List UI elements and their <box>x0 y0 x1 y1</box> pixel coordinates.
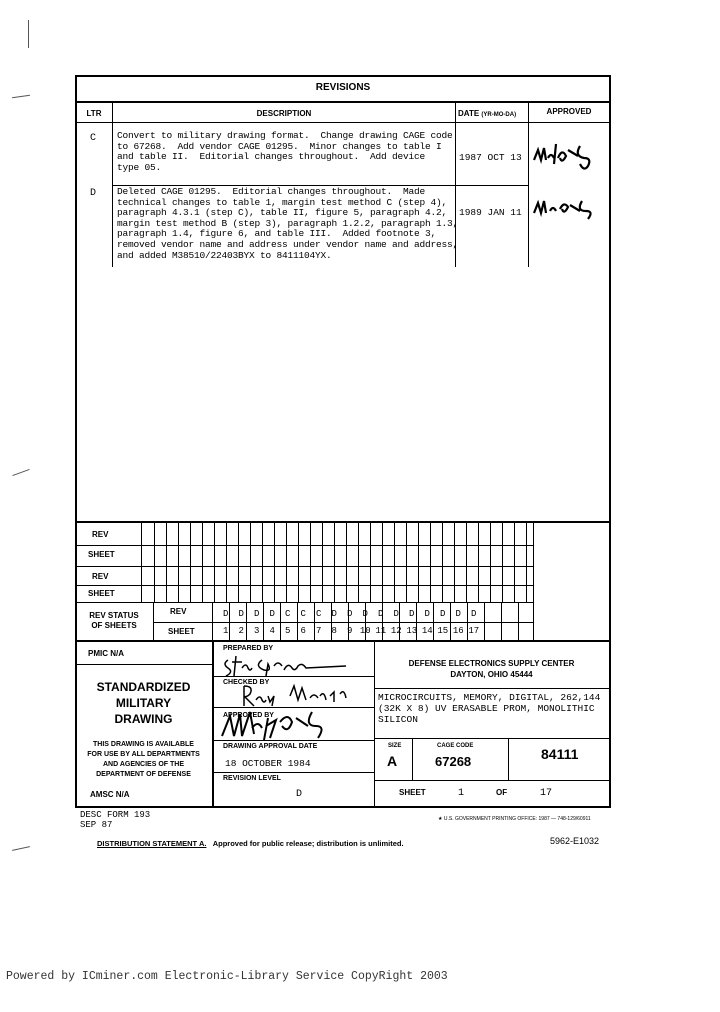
description-header: DESCRIPTION <box>256 109 312 118</box>
revision-date: 1987 OCT 13 <box>459 152 522 163</box>
revision-ltr: C <box>90 133 97 144</box>
approved-by-signature <box>218 708 368 742</box>
sheet-number: 1 <box>458 788 465 799</box>
rev-status-label: REV STATUS OF SHEETS <box>89 611 139 630</box>
sheet-number-cell: 2 <box>238 626 244 636</box>
prepared-by-label: PREPARED BY <box>223 645 274 652</box>
distribution-label: DISTRIBUTION STATEMENT A. <box>97 839 207 848</box>
sheet-label: SHEET <box>168 627 195 636</box>
date-format: (YR-MO-DA) <box>481 112 517 118</box>
pmic: PMIC N/A <box>88 649 124 658</box>
sheet-number-cell: 6 <box>300 626 306 636</box>
rev-status-value: D <box>223 609 229 619</box>
rev-status-value: D <box>455 609 461 619</box>
sheet-number-cell: 10 <box>359 626 371 636</box>
prepared-by-signature <box>222 652 362 678</box>
drawing-title: MICROCIRCUITS, MEMORY, DIGITAL, 262,144 (32K X 8) UV ERASABLE PROM, MONOLITHIC SILICON <box>378 692 601 725</box>
rev-label: REV <box>92 572 109 581</box>
approved-by-label: APPROVED BY <box>223 712 274 719</box>
sheet-number-cell: 8 <box>331 626 337 636</box>
sheet-label: SHEET <box>88 589 115 598</box>
rev-status-value: D <box>409 609 415 619</box>
drawing-approval-date: 18 OCTOBER 1984 <box>225 758 311 769</box>
document-number: 5962-E1032 <box>550 836 600 846</box>
sheet-number-cell: 14 <box>421 626 433 636</box>
distribution-text: Approved for public release; distribution is unlimited. <box>212 839 404 848</box>
total-sheets: 17 <box>540 788 553 799</box>
margin-mark <box>12 846 30 851</box>
of-label: OF <box>496 788 508 797</box>
revisions-title: REVISIONS <box>315 82 371 93</box>
form-number: DESC FORM 193 SEP 87 <box>80 810 151 830</box>
sheet-number-cell: 1 <box>223 626 229 636</box>
rev-status-value: D <box>238 609 244 619</box>
revision-level: D <box>296 789 303 800</box>
rev-status-value: D <box>378 609 384 619</box>
amsc: AMSC N/A <box>90 790 130 799</box>
sheet-number-cell: 7 <box>316 626 322 636</box>
sheet-number-cell: 5 <box>285 626 291 636</box>
sheet-number-cell: 15 <box>437 626 449 636</box>
date-header <box>458 109 528 118</box>
approval-signature <box>532 195 602 225</box>
distribution-statement <box>97 839 404 848</box>
sheet-number-cell: 11 <box>375 626 387 636</box>
date-header-label: DATE <box>458 109 480 118</box>
checked-by-label: CHECKED BY <box>223 679 270 686</box>
standardized-military-drawing-title: STANDARDIZED MILITARY DRAWING <box>96 680 191 726</box>
revision-description: Deleted CAGE 01295. Editorial changes throughout. Made technical changes to table 1, margin test method C (step 4), paragraph 4.3.1 (step C), table II, figure 5, paragraph 4.2, margin test method B (step 3), paragraph 1.2.2, paragraph 1.3, paragraph 1.4, figure 6, and table III. Added footnote 3, removed vendor name and address under vendor name and address, and added M38510/22403BYX to 8411104YX. <box>117 186 459 261</box>
approved-header: APPROVED <box>546 107 592 116</box>
sheet-number-cell: 4 <box>269 626 275 636</box>
rev-status-value: D <box>362 609 368 619</box>
rev-status-value: D <box>347 609 353 619</box>
rev-status-value: C <box>316 609 322 619</box>
revision-date: 1989 JAN 11 <box>459 207 522 218</box>
margin-mark <box>28 20 29 48</box>
availability-statement: THIS DRAWING IS AVAILABLE FOR USE BY ALL DEPARTMENTS AND AGENCIES OF THE DEPARTMENT OF DEFENSE <box>87 741 200 778</box>
checked-by-signature <box>240 682 370 710</box>
margin-mark <box>12 95 30 98</box>
revision-description: Convert to military drawing format. Change drawing CAGE code to 67268. Add vendor CAGE 01295. Minor changes to table I and table II. Editorial changes throughout. Add device type 05. <box>117 130 453 173</box>
rev-status-value: D <box>471 609 477 619</box>
cage-code-label: CAGE CODE <box>437 743 474 749</box>
rev-status-value: D <box>269 609 275 619</box>
rev-status-value: D <box>393 609 399 619</box>
approval-signature <box>532 138 602 174</box>
rev-label: REV <box>170 607 187 616</box>
sheet-label: SHEET <box>88 550 115 559</box>
rev-status-value: C <box>300 609 306 619</box>
rev-status-value: C <box>285 609 291 619</box>
powered-by-notice: Powered by ICminer.com Electronic-Library Service CopyRight 2003 <box>6 970 448 983</box>
revision-level-label: REVISION LEVEL <box>223 775 281 782</box>
revision-ltr: D <box>90 188 97 199</box>
rev-label: REV <box>92 530 109 539</box>
drawing-approval-date-label: DRAWING APPROVAL DATE <box>223 743 318 750</box>
rev-status-value: D <box>424 609 430 619</box>
sheet-number-cell: 9 <box>347 626 353 636</box>
sheet-number-cell: 3 <box>254 626 260 636</box>
cage-code: 67268 <box>435 754 472 769</box>
size: A <box>387 753 398 769</box>
sheet-number-cell: 16 <box>452 626 464 636</box>
printing-office: ★ U.S. GOVERNMENT PRINTING OFFICE: 1987 — 748-129/60911 <box>438 816 591 822</box>
agency-name: DEFENSE ELECTRONICS SUPPLY CENTER DAYTON, OHIO 45444 <box>408 659 575 679</box>
sheet-label: SHEET <box>399 788 426 797</box>
size-label: SIZE <box>388 743 402 749</box>
ltr-header: LTR <box>86 109 102 118</box>
margin-mark <box>12 469 29 476</box>
sheet-number-cell: 17 <box>468 626 480 636</box>
rev-status-value: D <box>254 609 260 619</box>
rev-status-value: D <box>331 609 337 619</box>
sheet-number-cell: 12 <box>390 626 402 636</box>
rev-status-value: D <box>440 609 446 619</box>
drawing-number: 84111 <box>541 746 579 762</box>
sheet-number-cell: 13 <box>406 626 418 636</box>
